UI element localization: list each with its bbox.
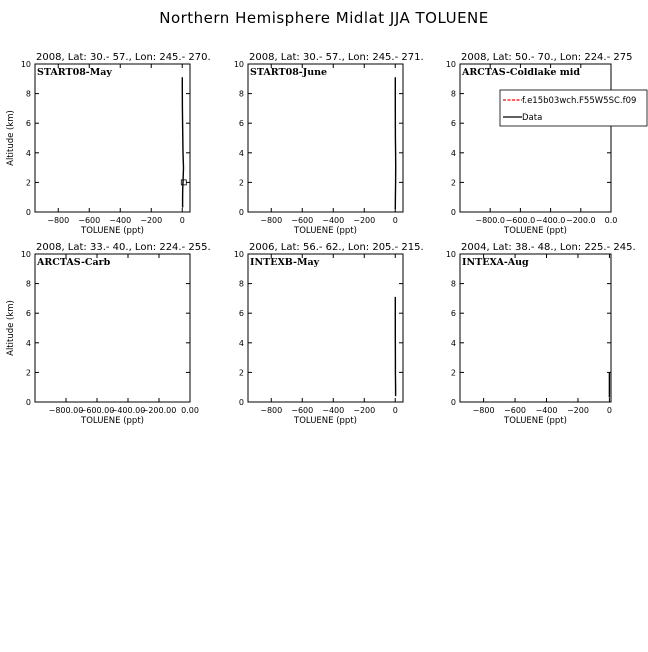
x-tick-label: 0.00 bbox=[181, 406, 199, 415]
panel-label: ARCTAS-Coldlake mid bbox=[461, 67, 580, 78]
y-tick-label: 4 bbox=[451, 339, 456, 348]
panel-label: ARCTAS-Carb bbox=[36, 257, 111, 268]
x-tick-label: −600 bbox=[504, 406, 526, 415]
y-tick-label: 6 bbox=[239, 309, 244, 318]
y-tick-label: 2 bbox=[26, 178, 31, 187]
panel-label: INTEXA-Aug bbox=[462, 257, 529, 268]
legend bbox=[500, 90, 647, 126]
x-axis-label: TOLUENE (ppt) bbox=[293, 416, 357, 426]
x-tick-label: −800 bbox=[260, 406, 282, 415]
x-tick-label: 0 bbox=[393, 406, 398, 415]
y-tick-label: 4 bbox=[26, 149, 31, 158]
y-tick-label: 4 bbox=[451, 149, 456, 158]
x-axis-label: TOLUENE (ppt) bbox=[293, 226, 357, 236]
panel-header: 2008, Lat: 33.- 40., Lon: 224.- 255. bbox=[36, 242, 211, 253]
axes-frame bbox=[248, 64, 403, 212]
axes-frame bbox=[460, 254, 611, 402]
panel-label: START08-May bbox=[37, 67, 112, 78]
x-tick-label: 0 bbox=[180, 216, 185, 225]
y-tick-label: 8 bbox=[26, 90, 31, 99]
x-tick-label: −400 bbox=[536, 406, 558, 415]
x-tick-label: −800 bbox=[260, 216, 282, 225]
panel-header: 2006, Lat: 56.- 62., Lon: 205.- 215. bbox=[249, 242, 424, 253]
x-tick-label: −600.0 bbox=[506, 216, 536, 225]
y-tick-label: 0 bbox=[26, 208, 31, 217]
data-point-marker bbox=[181, 180, 186, 185]
panel-5 bbox=[234, 242, 424, 426]
panel-header: 2004, Lat: 38.- 48., Lon: 225.- 245. bbox=[461, 242, 636, 253]
y-tick-label: 6 bbox=[451, 119, 456, 128]
x-tick-label: −800 bbox=[47, 216, 69, 225]
y-tick-label: 6 bbox=[26, 119, 31, 128]
legend-label: f.e15b03wch.F55W5SC.f09 bbox=[522, 96, 636, 106]
y-tick-label: 6 bbox=[26, 309, 31, 318]
panel-header: 2008, Lat: 30.- 57., Lon: 245.- 270. bbox=[36, 52, 211, 63]
x-tick-label: 0 bbox=[607, 406, 612, 415]
y-tick-label: 10 bbox=[21, 250, 31, 259]
y-tick-label: 2 bbox=[26, 368, 31, 377]
x-tick-label: −800 bbox=[473, 406, 495, 415]
y-tick-label: 10 bbox=[234, 250, 244, 259]
x-tick-label: −800.0 bbox=[475, 216, 505, 225]
y-tick-label: 0 bbox=[239, 208, 244, 217]
y-tick-label: 6 bbox=[239, 119, 244, 128]
y-tick-label: 2 bbox=[451, 178, 456, 187]
x-tick-label: 0.0 bbox=[605, 216, 618, 225]
panel-6 bbox=[446, 242, 636, 426]
x-tick-label: 0 bbox=[393, 216, 398, 225]
x-tick-label: −600.00 bbox=[80, 406, 115, 415]
x-axis-label: TOLUENE (ppt) bbox=[503, 226, 567, 236]
x-tick-label: −600 bbox=[291, 216, 313, 225]
y-axis-label: Altitude (km) bbox=[6, 300, 16, 356]
y-tick-label: 0 bbox=[239, 398, 244, 407]
y-tick-label: 8 bbox=[451, 90, 456, 99]
y-tick-label: 0 bbox=[451, 398, 456, 407]
x-tick-label: −400.00 bbox=[111, 406, 146, 415]
panel-3 bbox=[446, 52, 647, 236]
x-tick-label: −400.0 bbox=[536, 216, 566, 225]
x-tick-label: −400 bbox=[322, 406, 344, 415]
y-tick-label: 4 bbox=[26, 339, 31, 348]
x-tick-label: −600 bbox=[78, 216, 100, 225]
y-tick-label: 2 bbox=[239, 368, 244, 377]
panel-header: 2008, Lat: 50.- 70., Lon: 224.- 275 bbox=[461, 52, 632, 63]
x-tick-label: −800.00 bbox=[49, 406, 84, 415]
y-tick-label: 2 bbox=[239, 178, 244, 187]
panel-label: START08-June bbox=[250, 67, 327, 78]
panel-header: 2008, Lat: 30.- 57., Lon: 245.- 271. bbox=[249, 52, 424, 63]
x-tick-label: −200 bbox=[567, 406, 589, 415]
legend-label: Data bbox=[522, 113, 542, 123]
x-tick-label: −200 bbox=[353, 406, 375, 415]
x-tick-label: −200.00 bbox=[142, 406, 177, 415]
y-axis-label: Altitude (km) bbox=[6, 110, 16, 166]
x-tick-label: −400 bbox=[109, 216, 131, 225]
x-axis-label: TOLUENE (ppt) bbox=[80, 226, 144, 236]
figure-title: Northern Hemisphere Midlat JJA TOLUENE bbox=[159, 9, 489, 27]
x-tick-label: −600 bbox=[291, 406, 313, 415]
panel-1 bbox=[6, 52, 211, 236]
x-axis-label: TOLUENE (ppt) bbox=[503, 416, 567, 426]
axes-frame bbox=[35, 64, 190, 212]
y-tick-label: 0 bbox=[451, 208, 456, 217]
y-tick-label: 0 bbox=[26, 398, 31, 407]
y-tick-label: 10 bbox=[21, 60, 31, 69]
x-tick-label: −200 bbox=[140, 216, 162, 225]
panel-2 bbox=[234, 52, 424, 236]
x-axis-label: TOLUENE (ppt) bbox=[80, 416, 144, 426]
y-tick-label: 6 bbox=[451, 309, 456, 318]
y-tick-label: 10 bbox=[234, 60, 244, 69]
y-tick-label: 8 bbox=[451, 280, 456, 289]
panel-4 bbox=[6, 242, 211, 426]
panels bbox=[6, 52, 647, 426]
data-series-line bbox=[182, 77, 183, 207]
y-tick-label: 4 bbox=[239, 149, 244, 158]
x-tick-label: −200 bbox=[353, 216, 375, 225]
y-tick-label: 8 bbox=[239, 90, 244, 99]
y-tick-label: 10 bbox=[446, 60, 456, 69]
x-tick-label: −200.0 bbox=[566, 216, 596, 225]
y-tick-label: 2 bbox=[451, 368, 456, 377]
axes-frame bbox=[35, 254, 190, 402]
axes-frame bbox=[460, 64, 611, 212]
panel-label: INTEXB-May bbox=[250, 257, 320, 268]
x-tick-label: −400 bbox=[322, 216, 344, 225]
y-tick-label: 8 bbox=[26, 280, 31, 289]
y-tick-label: 4 bbox=[239, 339, 244, 348]
y-tick-label: 10 bbox=[446, 250, 456, 259]
axes-frame bbox=[248, 254, 403, 402]
y-tick-label: 8 bbox=[239, 280, 244, 289]
